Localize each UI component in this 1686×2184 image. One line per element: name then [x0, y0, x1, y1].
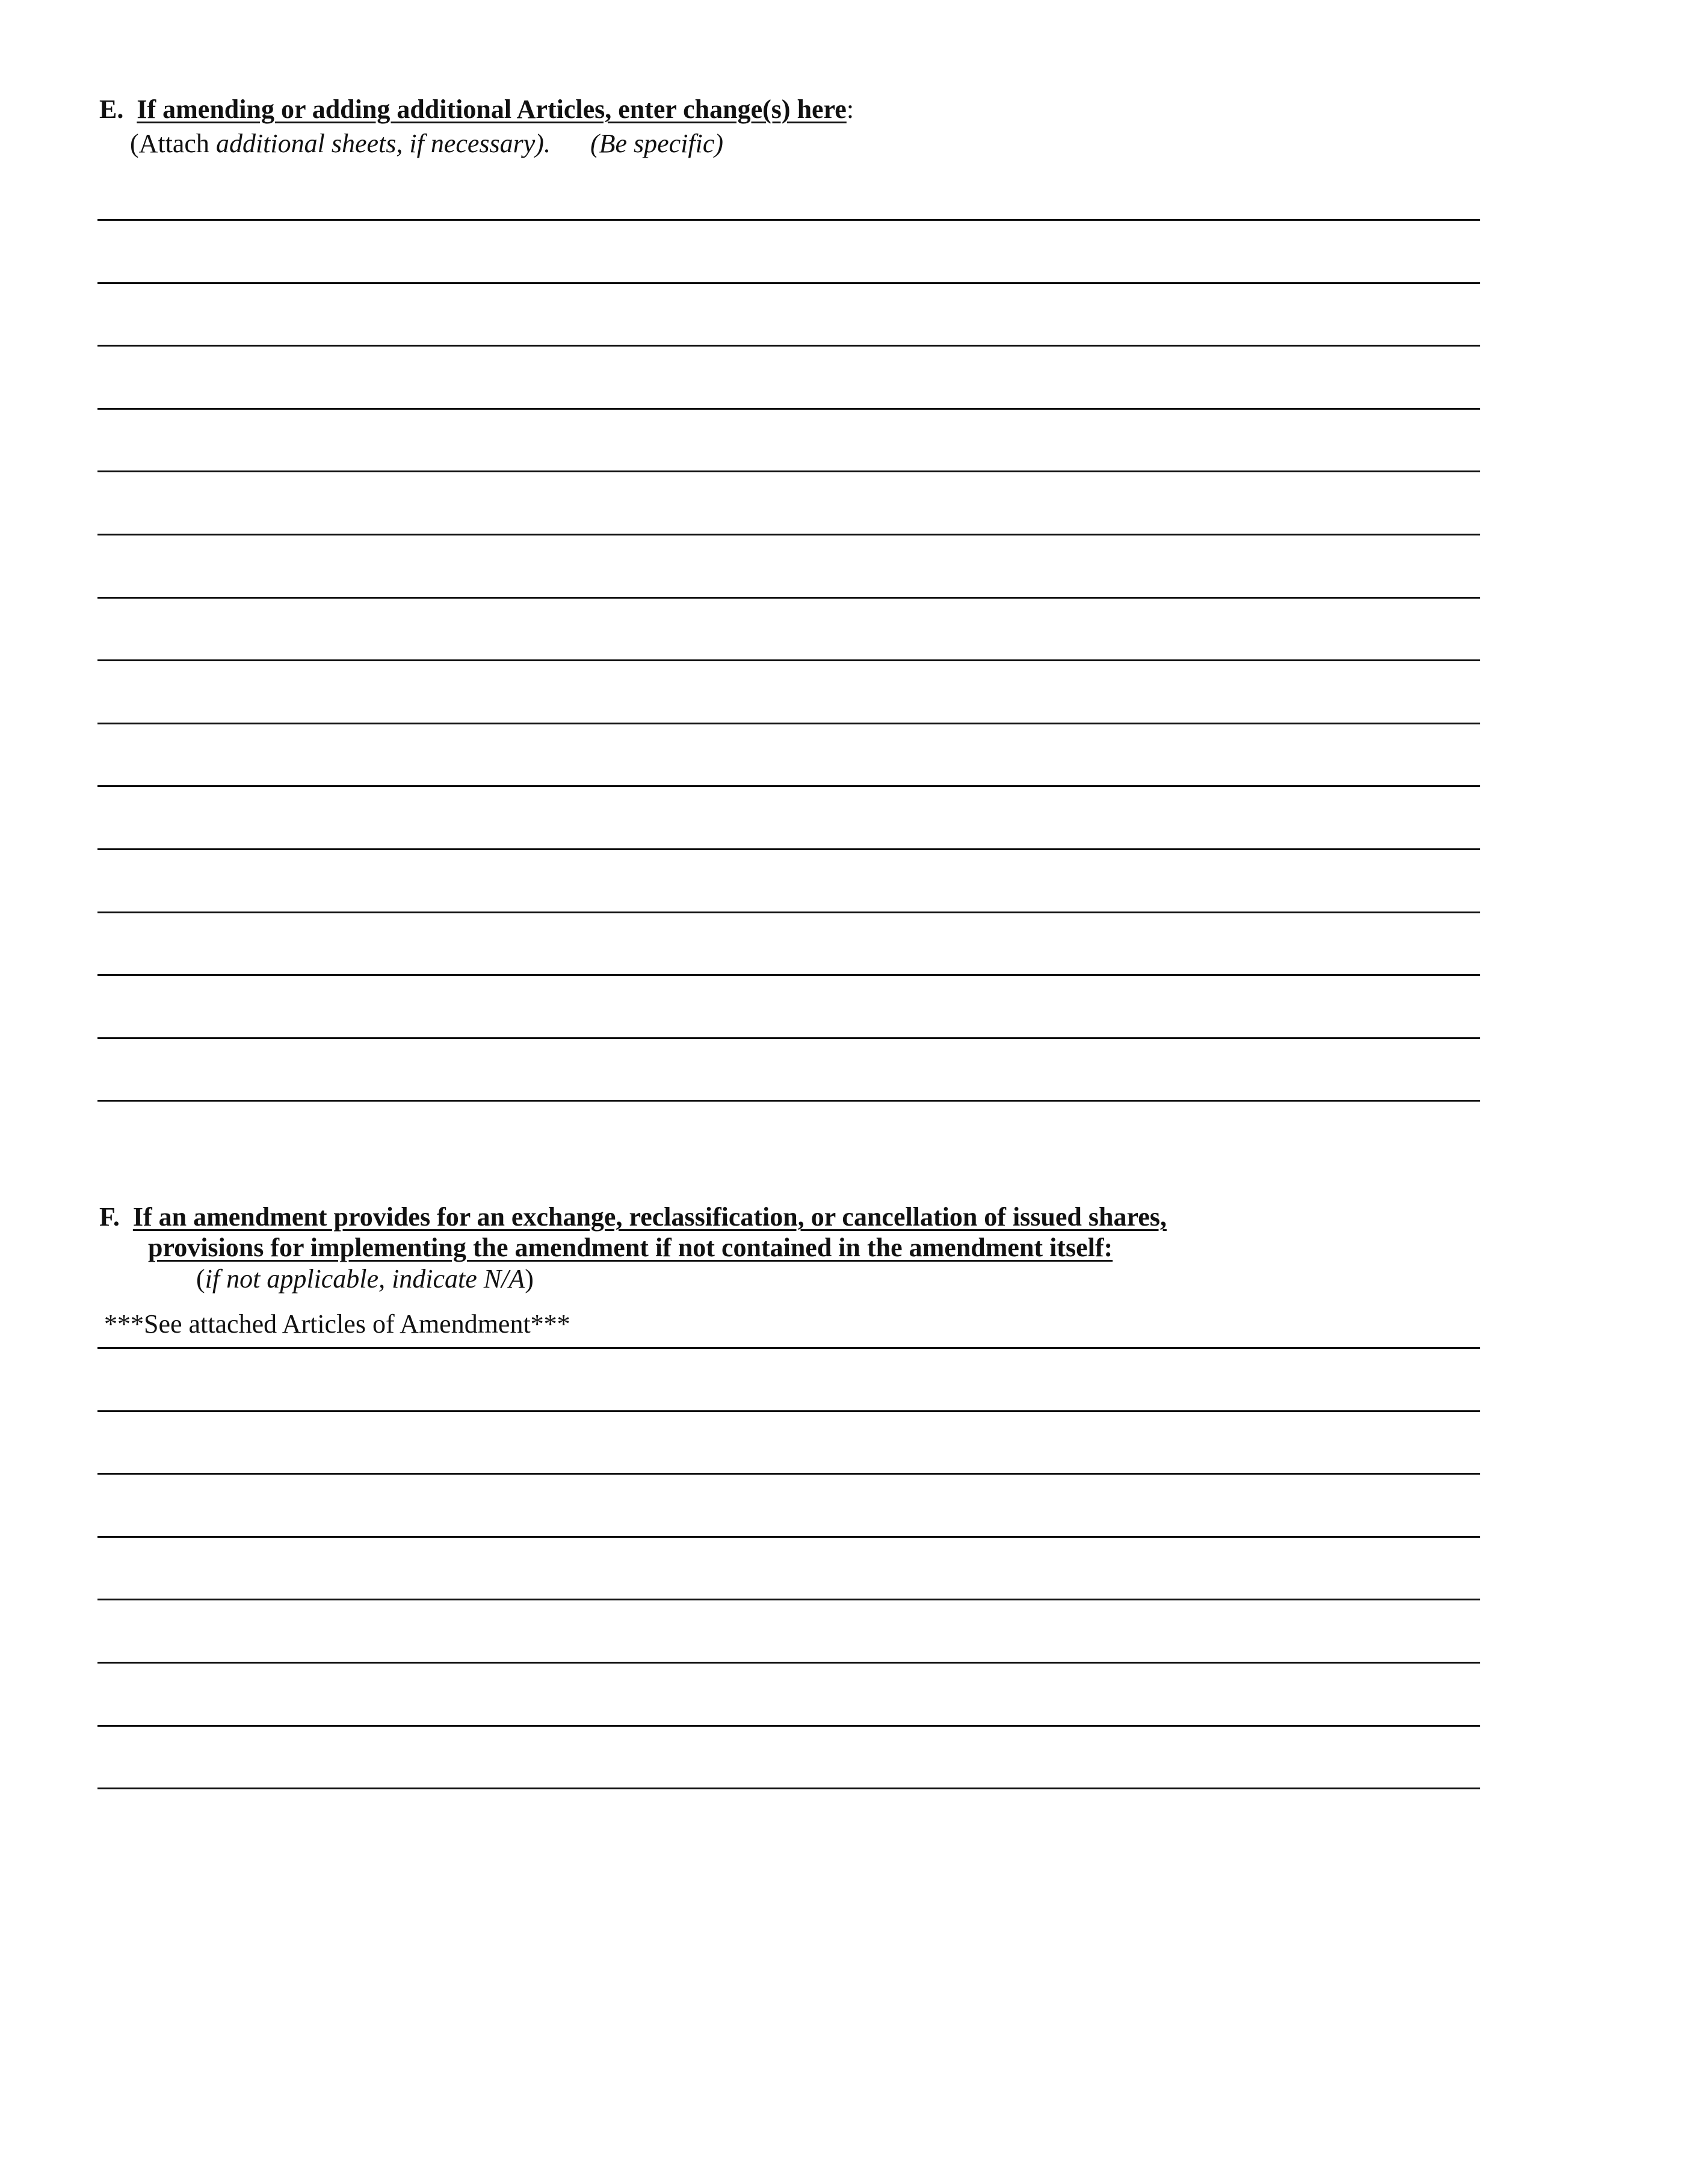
section-e-writing-line-7[interactable]: [97, 597, 1480, 599]
section-e-writing-line-5[interactable]: [97, 470, 1480, 472]
section-f-instruction-open: (: [196, 1264, 205, 1294]
section-e-instruction-italic: additional sheets, if necessary).: [215, 129, 551, 158]
section-e-instruction: [130, 129, 723, 158]
section-e-letter: E.: [99, 94, 124, 124]
section-f-writing-line-5[interactable]: [97, 1599, 1480, 1600]
section-e-writing-line-2[interactable]: [97, 282, 1480, 284]
section-f-instruction-close: ): [525, 1264, 534, 1294]
section-e-writing-line-6[interactable]: [97, 534, 1480, 535]
section-e-writing-line-13[interactable]: [97, 974, 1480, 976]
section-e-writing-line-10[interactable]: [97, 785, 1480, 787]
section-f-title-line2: provisions for implementing the amendment if not contained in the amendment itself:: [148, 1233, 1113, 1262]
section-f-title-line1: If an amendment provides for an exchange, reclassification, or cancellation of issued shares,: [132, 1202, 1167, 1232]
section-f-writing-line-6[interactable]: [97, 1662, 1480, 1664]
section-f-writing-line-4[interactable]: [97, 1536, 1480, 1538]
section-f-entry-text[interactable]: ***See attached Articles of Amendment***: [104, 1309, 570, 1339]
section-e-be-specific: (Be specific): [590, 129, 724, 158]
section-e-writing-line-14[interactable]: [97, 1037, 1480, 1039]
section-e-writing-line-9[interactable]: [97, 723, 1480, 724]
section-f-writing-line-8[interactable]: [97, 1788, 1480, 1789]
section-e-writing-line-12[interactable]: [97, 912, 1480, 913]
section-e-writing-line-1[interactable]: [97, 219, 1480, 221]
section-e-colon: :: [846, 94, 854, 124]
section-f-writing-line-3[interactable]: [97, 1473, 1480, 1475]
section-f-writing-line-7[interactable]: [97, 1725, 1480, 1727]
section-e-instruction-prefix: (Attach: [130, 129, 216, 158]
section-e-writing-line-4[interactable]: [97, 408, 1480, 410]
section-f-heading: [99, 1203, 1167, 1232]
section-f-writing-line-1[interactable]: [97, 1347, 1480, 1349]
section-f-letter: F.: [99, 1202, 120, 1232]
section-e-title: If amending or adding additional Articles, enter change(s) here: [137, 94, 847, 124]
section-e-writing-line-11[interactable]: [97, 848, 1480, 850]
section-e-writing-line-8[interactable]: [97, 659, 1480, 661]
section-f-instruction: [196, 1265, 534, 1294]
section-e-writing-line-15[interactable]: [97, 1100, 1480, 1102]
section-e-writing-line-3[interactable]: [97, 345, 1480, 347]
section-e-heading: [99, 95, 854, 124]
section-f-writing-line-2[interactable]: [97, 1410, 1480, 1412]
section-f-instruction-italic: if not applicable, indicate N/A: [205, 1264, 525, 1294]
